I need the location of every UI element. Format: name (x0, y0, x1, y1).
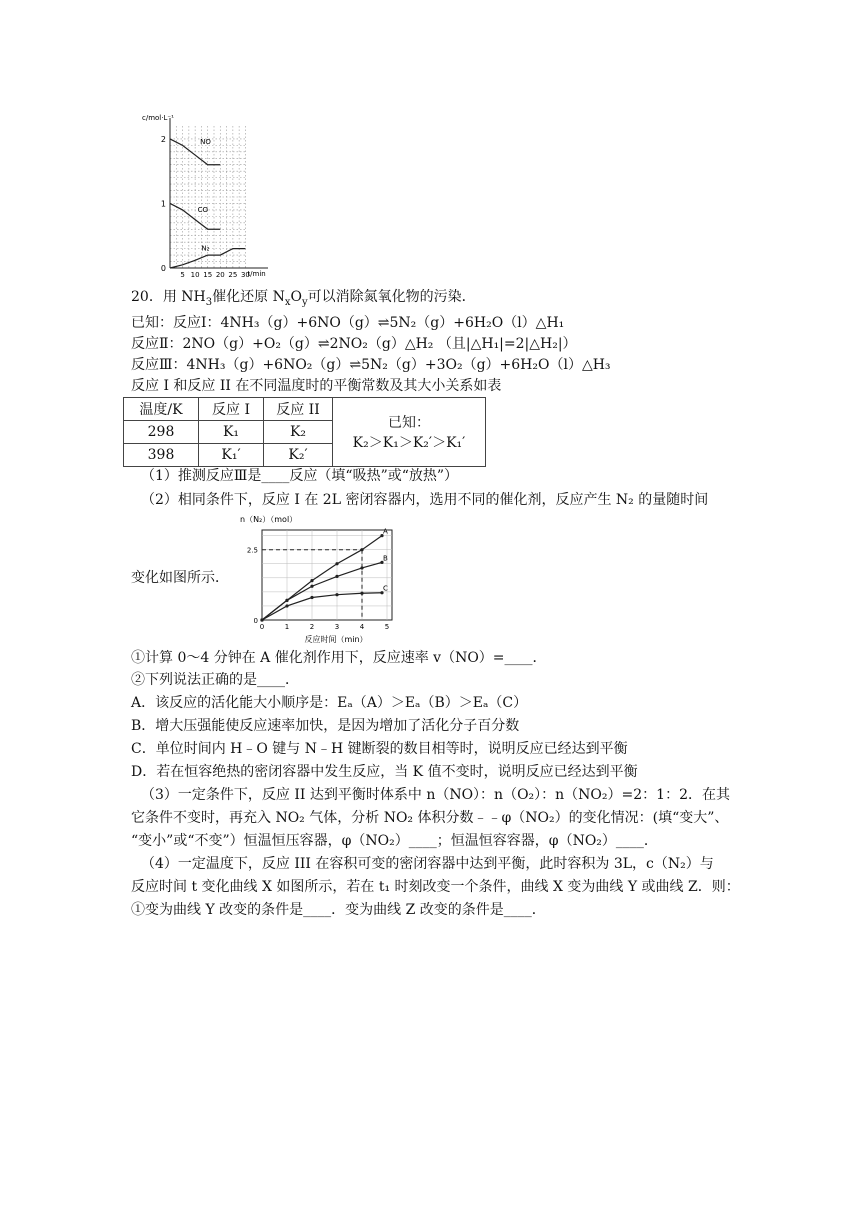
question-number: 20． (131, 289, 163, 305)
data-point (310, 585, 313, 588)
data-point (360, 548, 363, 551)
data-point (335, 593, 338, 596)
table-header: 反应 II (264, 398, 333, 421)
x-tick-label: 5 (180, 271, 185, 279)
y-tick-label: 0 (160, 264, 166, 273)
table-cell: K₂′ (264, 444, 333, 467)
n2-amount-time-chart (228, 512, 404, 646)
option-d: D．若在恒容绝热的密闭容器中发生反应，当 K 值不变时，说明反应已经达到平衡 (131, 764, 638, 780)
data-point (335, 562, 338, 565)
y-tick-label: 0 (253, 617, 258, 625)
data-point (260, 618, 263, 621)
x-tick-label: 5 (384, 623, 390, 631)
question-1: （1）推测反应Ⅲ是____反应（填“吸热”或“放热”） (141, 468, 459, 484)
x-tick-label: 10 (190, 271, 200, 279)
data-point (360, 566, 363, 569)
series-label: N₂ (201, 244, 210, 253)
table-intro: 反应 I 和反应 II 在不同温度时的平衡常数及其大小关系如表 (131, 378, 502, 394)
table-header: 反应 I (199, 398, 264, 421)
table-cell: K₁ (199, 421, 264, 444)
question-2-line-2: 变化如图所示． (131, 570, 229, 586)
x-tick-label: 25 (228, 271, 238, 279)
series-label: B (383, 554, 388, 563)
y-tick-label: 2.5 (246, 546, 258, 555)
x-tick-label: 4 (359, 623, 365, 631)
y-tick-label: 2 (160, 134, 166, 144)
reaction-1: 已知：反应Ⅰ：4NH₃（g）+6NO（g）⇌5N₂（g）+6H₂O（l）△H₁ (131, 315, 565, 331)
data-point (360, 592, 363, 595)
series-line (262, 562, 382, 620)
x-tick-label: 2 (309, 623, 315, 631)
table-cell: 398 (124, 444, 199, 467)
question-3-line-2: 它条件不变时，再充入 NO₂ 气体，分析 NO₂ 体积分数﹣﹣φ（NO₂）的变化情况：(填“变大”、 (131, 810, 729, 826)
table-note: 已知： K₂＞K₁＞K₂′＞K₁′ (333, 398, 486, 467)
series-label: A (383, 527, 388, 536)
y-axis-label: c/mol·L⁻¹ (142, 114, 174, 122)
reaction-3: 反应Ⅲ：4NH₃（g）+6NO₂（g）⇌5N₂（g）+3O₂（g）+6H₂O（l）△H₃ (131, 357, 611, 373)
table-cell: 298 (124, 421, 199, 444)
data-point (310, 596, 313, 599)
x-axis-label: 反应时间（min） (304, 635, 368, 644)
question-4-line-3: ①变为曲线 Y 改变的条件是____．变为曲线 Z 改变的条件是____． (131, 902, 546, 918)
data-point (285, 599, 288, 602)
x-tick-label: 15 (203, 271, 213, 279)
x-tick-label: 3 (334, 623, 340, 631)
concentration-time-chart (140, 108, 300, 280)
option-b: B．增大压强能使反应速率加快，是因为增加了活化分子百分数 (131, 718, 520, 734)
question-20-intro: 20．用 $NH_3$催化还原 $N_xO_y$可以消除氮氧化物的污染． (131, 289, 476, 308)
reaction-2: 反应Ⅱ：2NO（g）+O₂（g）⇌2NO₂（g）△H₂ （且|△H₁|=2|△H₂|） (131, 336, 577, 352)
y-tick-label: 1 (160, 199, 166, 209)
series-label: NO (200, 138, 211, 147)
x-axis-label: t/min (247, 270, 266, 278)
option-a: A．该反应的活化能大小顺序是：Eₐ（A）＞Eₐ（B）＞Eₐ（C） (131, 695, 528, 711)
series-label: CO (197, 205, 209, 214)
table-cell: K₂ (264, 421, 333, 444)
question-2-line-1: （2）相同条件下，反应 I 在 2L 密闭容器内，选用不同的催化剂，反应产生 N₂ 的量随时间 (141, 492, 709, 508)
table-header: 温度/K (124, 398, 199, 421)
series-label: C (383, 584, 388, 593)
equilibrium-constant-table (123, 397, 486, 467)
y-axis-label: n（N₂）（mol） (240, 515, 298, 524)
data-point (335, 575, 338, 578)
question-4-line-2: 反应时间 t 变化曲线 X 如图所示，若在 t₁ 时刻改变一个条件，曲线 X 变为曲线 Y 或曲线 Z．则： (131, 879, 740, 895)
table-row (124, 398, 486, 421)
option-c: C．单位时间内 H﹣O 键与 N﹣H 键断裂的数目相等时，说明反应已经达到平衡 (131, 741, 628, 757)
x-tick-label: 0 (259, 623, 265, 631)
question-3-line-3: “变小”或“不变”）恒温恒压容器，φ（NO₂）____；恒温恒容容器，φ（NO₂）____． (131, 833, 658, 849)
table-cell: K₁′ (199, 444, 264, 467)
data-point (285, 604, 288, 607)
x-tick-label: 30 (240, 271, 250, 279)
x-tick-label: 1 (284, 623, 290, 631)
data-point (310, 579, 313, 582)
question-2-sub-1: ①计算 0～4 分钟在 A 催化剂作用下，反应速率 v（NO）=____． (131, 650, 547, 666)
question-3-line-1: （3）一定条件下，反应 II 达到平衡时体系中 n（NO）：n（O₂）：n（NO₂）=2：1：2．在其 (141, 787, 730, 803)
x-tick-label: 20 (215, 271, 225, 279)
question-4-line-1: （4）一定温度下，反应 III 在容积可变的密闭容器中达到平衡，此时容积为 3L，c（N₂）与 (141, 856, 714, 872)
plot-frame (262, 527, 392, 620)
question-2-sub-2: ②下列说法正确的是____． (131, 672, 299, 688)
